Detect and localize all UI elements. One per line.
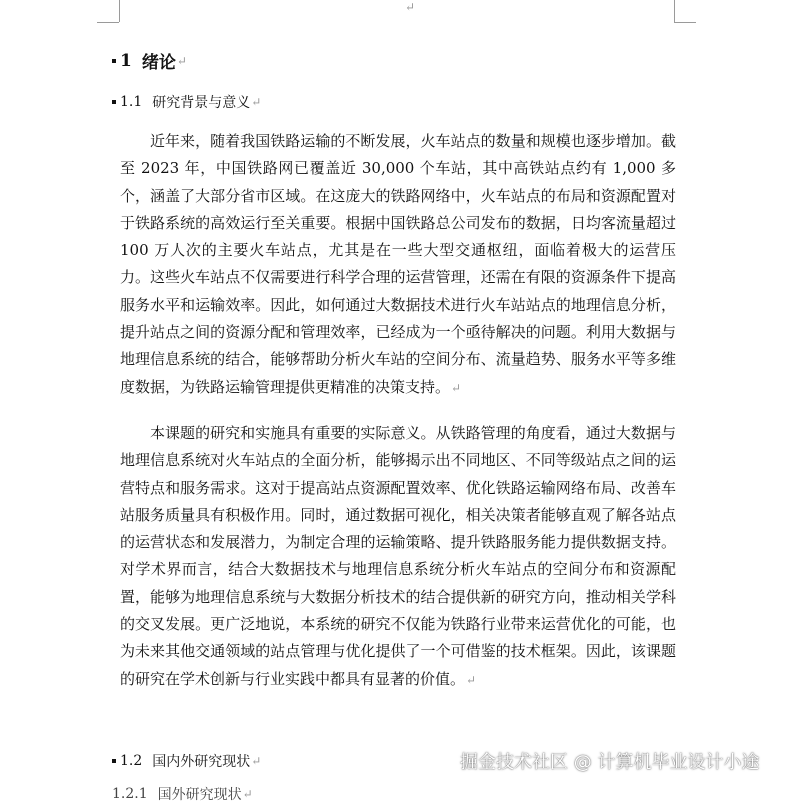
paragraph-mark: ↵ — [242, 787, 253, 801]
margin-corner-top-left-h — [97, 22, 119, 23]
paragraph-text: 近年来，随着我国铁路运输的不断发展，火车站点的数量和规模也逐步增加。截至 2023 年，中国铁路网已覆盖近 30,000 个车站，其中高铁站点约有 1,000 多个，涵盖了大部分省市区域。在这庞大的铁路网络中，火车站点的布局和资源配置对于铁路系统的高效运行至关重要。根据中国铁路总公司发布的数据，日均客流量超过 100 万人次的主要火车站点，尤其是在一些大型交通枢纽，面临着极大的运营压力。这些火车站点不仅需要进行科学合理的运营管理，还需在有限的资源条件下提高服务水平和运输效率。因此，如何通过大数据技术进行火车站站点的地理信息分析，提升站点之间的资源分配和管理效率，已经成为一个亟待解决的问题。利用大数据与地理信息系统的结合，能够帮助分析火车站的空间分布、流量趋势、服务水平等多维度数据，为铁路运输管理提供更精准的决策支持。 — [120, 132, 676, 396]
body-paragraph-2[interactable] — [120, 420, 676, 694]
margin-corner-top-right-h — [674, 22, 696, 23]
heading-text: 国内外研究现状 — [152, 754, 251, 770]
heading-bullet — [112, 100, 116, 104]
heading-bullet — [112, 59, 116, 63]
heading-number: 1.1 — [120, 94, 143, 110]
heading-text: 国外研究现状 — [157, 787, 242, 803]
heading-text: 绪论 — [141, 53, 176, 73]
paragraph-mark: ↵ — [251, 95, 262, 109]
paragraph-mark: ↵ — [251, 754, 262, 768]
watermark: 掘金技术社区 @ 计算机毕业设计小途 — [460, 752, 760, 773]
body-paragraph-1[interactable] — [120, 128, 676, 402]
heading-1[interactable] — [112, 48, 187, 73]
heading-1-1[interactable] — [112, 92, 261, 112]
heading-1-2[interactable] — [112, 751, 261, 771]
paragraph-mark: ↵ — [451, 380, 462, 395]
paragraph-mark-top: ↵ — [405, 0, 416, 14]
paragraph-mark: ↵ — [176, 53, 187, 68]
paragraph-text: 本课题的研究和实施具有重要的实际意义。从铁路管理的角度看，通过大数据与地理信息系统对火车站点的全面分析，能够揭示出不同地区、不同等级站点之间的运营特点和服务需求。这对于提高站点资源配置效率、优化铁路运输网络布局、改善车站服务质量具有积极作用。同时，通过数据可视化，相关决策者能够直观了解各站点的运营状态和发展潜力，为制定合理的运输策略、提升铁路服务能力提供数据支持。对学术界而言，结合大数据技术与地理信息系统分析火车站点的空间分布和资源配置，能够为地理信息系统与大数据分析技术的结合提供新的研究方向，推动相关学科的交叉发展。更广泛地说，本系统的研究不仅能为铁路行业带来运营优化的可能，也为未来其他交通领域的站点管理与优化提供了一个可借鉴的技术框架。因此，该课题的研究在学术创新与行业实践中都具有显著的价值。 — [120, 424, 676, 688]
paragraph-mark: ↵ — [466, 672, 477, 687]
heading-number: 1 — [120, 50, 132, 71]
heading-number: 1.2 — [120, 753, 143, 769]
heading-number: 1.2.1 — [112, 786, 148, 802]
heading-text: 研究背景与意义 — [152, 95, 251, 111]
margin-corner-top-right — [674, 0, 697, 22]
heading-1-2-1[interactable] — [112, 784, 253, 804]
heading-bullet — [112, 759, 116, 763]
margin-corner-top-left — [97, 0, 120, 22]
